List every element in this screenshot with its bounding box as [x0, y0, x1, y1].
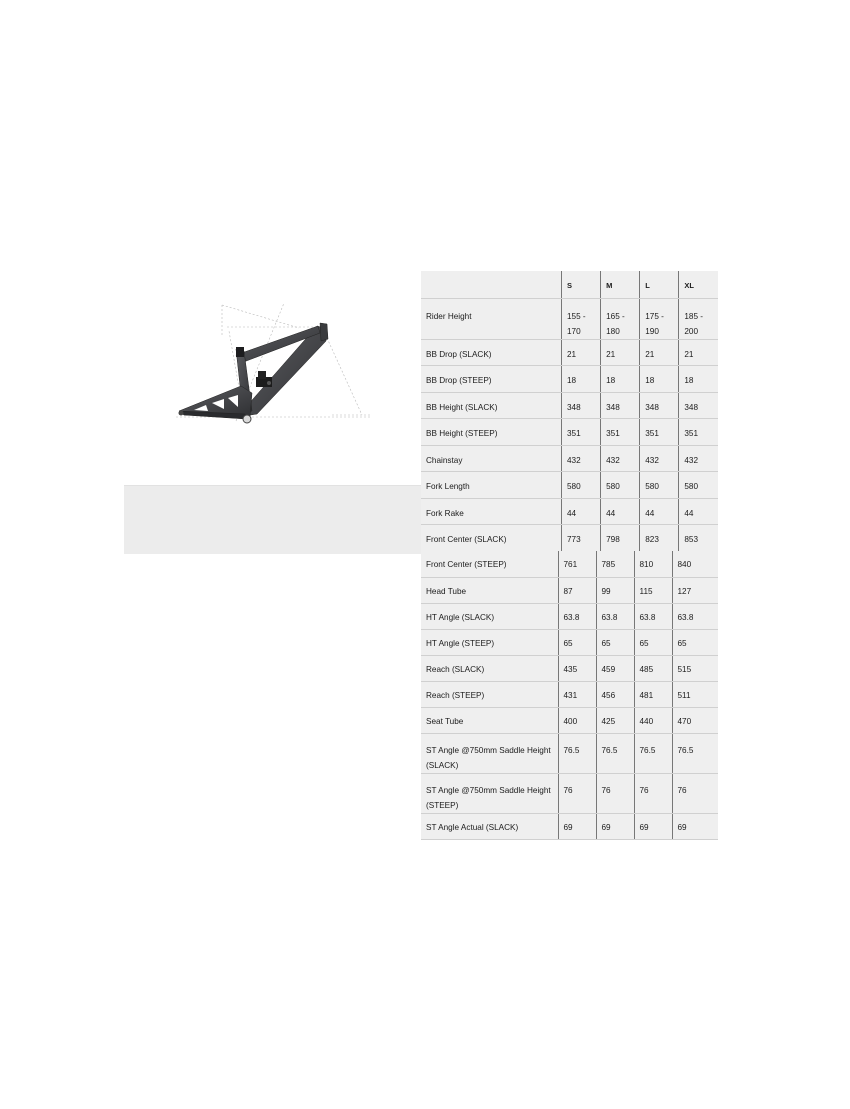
table-row — [421, 445, 718, 472]
cell-xl: 511 — [672, 681, 718, 707]
cell-s: 155 - 170 — [561, 298, 600, 339]
table-row — [421, 498, 718, 525]
cell-xl: 348 — [679, 392, 718, 419]
row-label: HT Angle (STEEP) — [421, 629, 558, 655]
cell-m: 456 — [596, 681, 634, 707]
cell-s: 431 — [558, 681, 596, 707]
cell-xl: 69 — [672, 813, 718, 839]
row-label: Head Tube — [421, 577, 558, 603]
cell-m: 785 — [596, 551, 634, 577]
cell-xl: 185 - 200 — [679, 298, 718, 339]
table-row — [421, 603, 718, 629]
cell-l: 65 — [634, 629, 672, 655]
cell-s: 69 — [558, 813, 596, 839]
cell-xl: 21 — [679, 339, 718, 366]
table-row — [421, 472, 718, 499]
cell-l: 69 — [634, 813, 672, 839]
cell-l: 44 — [640, 498, 679, 525]
row-label: Seat Tube — [421, 707, 558, 733]
cell-xl: 470 — [672, 707, 718, 733]
cell-s: 400 — [558, 707, 596, 733]
size-header-row — [421, 271, 718, 298]
cell-l: 76 — [634, 773, 672, 813]
cell-l: 481 — [634, 681, 672, 707]
cell-m: 425 — [596, 707, 634, 733]
frame-image-panel — [124, 271, 421, 554]
row-label: Reach (STEEP) — [421, 681, 558, 707]
size-m-header: M — [601, 271, 640, 298]
cell-s: 435 — [558, 655, 596, 681]
cell-l: 18 — [640, 366, 679, 393]
row-label: BB Drop (STEEP) — [421, 366, 561, 393]
cell-m: 348 — [601, 392, 640, 419]
row-label: Front Center (STEEP) — [421, 551, 558, 577]
cell-xl: 63.8 — [672, 603, 718, 629]
size-xl-header: XL — [679, 271, 718, 298]
table-row — [421, 525, 718, 552]
cell-s: 580 — [561, 472, 600, 499]
cell-m: 21 — [601, 339, 640, 366]
cell-l: 76.5 — [634, 733, 672, 773]
cell-m: 76 — [596, 773, 634, 813]
cell-xl: 76.5 — [672, 733, 718, 773]
bike-frame-illustration — [124, 271, 421, 485]
cell-s: 761 — [558, 551, 596, 577]
table-row — [421, 392, 718, 419]
table-row — [421, 577, 718, 603]
row-label: Fork Rake — [421, 498, 561, 525]
table-row — [421, 298, 718, 339]
cell-xl: 18 — [679, 366, 718, 393]
cell-m: 76.5 — [596, 733, 634, 773]
table-row — [421, 366, 718, 393]
cell-s: 87 — [558, 577, 596, 603]
cell-m: 63.8 — [596, 603, 634, 629]
geometry-table-bottom — [421, 551, 718, 840]
table-row — [421, 681, 718, 707]
row-label: BB Drop (SLACK) — [421, 339, 561, 366]
header-blank — [421, 271, 561, 298]
cell-xl: 351 — [679, 419, 718, 446]
row-label: Chainstay — [421, 445, 561, 472]
cell-xl: 840 — [672, 551, 718, 577]
cell-s: 76 — [558, 773, 596, 813]
cell-l: 823 — [640, 525, 679, 552]
cell-s: 348 — [561, 392, 600, 419]
cell-xl: 853 — [679, 525, 718, 552]
table-row — [421, 655, 718, 681]
row-label: ST Angle @750mm Saddle Height (SLACK) — [421, 733, 558, 773]
cell-l: 432 — [640, 445, 679, 472]
cell-m: 99 — [596, 577, 634, 603]
cell-m: 459 — [596, 655, 634, 681]
table-row — [421, 419, 718, 446]
size-s-header: S — [561, 271, 600, 298]
cell-m: 65 — [596, 629, 634, 655]
geometry-table-top — [421, 271, 718, 552]
row-label: Rider Height — [421, 298, 561, 339]
cell-xl: 76 — [672, 773, 718, 813]
cell-m: 18 — [601, 366, 640, 393]
cell-l: 485 — [634, 655, 672, 681]
table-row — [421, 551, 718, 577]
row-label: BB Height (STEEP) — [421, 419, 561, 446]
cell-s: 44 — [561, 498, 600, 525]
cell-s: 18 — [561, 366, 600, 393]
row-label: BB Height (SLACK) — [421, 392, 561, 419]
cell-l: 810 — [634, 551, 672, 577]
cell-l: 440 — [634, 707, 672, 733]
cell-s: 432 — [561, 445, 600, 472]
cell-m: 351 — [601, 419, 640, 446]
row-label: Reach (SLACK) — [421, 655, 558, 681]
cell-l: 21 — [640, 339, 679, 366]
row-label: ST Angle @750mm Saddle Height (STEEP) — [421, 773, 558, 813]
table-row — [421, 629, 718, 655]
cell-xl: 580 — [679, 472, 718, 499]
size-l-header: L — [640, 271, 679, 298]
table-row — [421, 339, 718, 366]
row-label: Fork Length — [421, 472, 561, 499]
cell-m: 165 - 180 — [601, 298, 640, 339]
cell-l: 175 - 190 — [640, 298, 679, 339]
cell-s: 773 — [561, 525, 600, 552]
cell-m: 432 — [601, 445, 640, 472]
cell-s: 63.8 — [558, 603, 596, 629]
table-row — [421, 707, 718, 733]
cell-s: 76.5 — [558, 733, 596, 773]
cell-s: 21 — [561, 339, 600, 366]
cell-xl: 44 — [679, 498, 718, 525]
table-row — [421, 773, 718, 813]
cell-s: 351 — [561, 419, 600, 446]
cell-m: 44 — [601, 498, 640, 525]
cell-xl: 127 — [672, 577, 718, 603]
table-row — [421, 813, 718, 839]
cell-xl: 432 — [679, 445, 718, 472]
cell-l: 351 — [640, 419, 679, 446]
cell-xl: 65 — [672, 629, 718, 655]
cell-l: 580 — [640, 472, 679, 499]
cell-m: 69 — [596, 813, 634, 839]
cell-l: 115 — [634, 577, 672, 603]
row-label: Front Center (SLACK) — [421, 525, 561, 552]
cell-l: 348 — [640, 392, 679, 419]
table-row — [421, 733, 718, 773]
cell-l: 63.8 — [634, 603, 672, 629]
cell-m: 580 — [601, 472, 640, 499]
row-label: ST Angle Actual (SLACK) — [421, 813, 558, 839]
cell-m: 798 — [601, 525, 640, 552]
cell-xl: 515 — [672, 655, 718, 681]
row-label: HT Angle (SLACK) — [421, 603, 558, 629]
cell-s: 65 — [558, 629, 596, 655]
